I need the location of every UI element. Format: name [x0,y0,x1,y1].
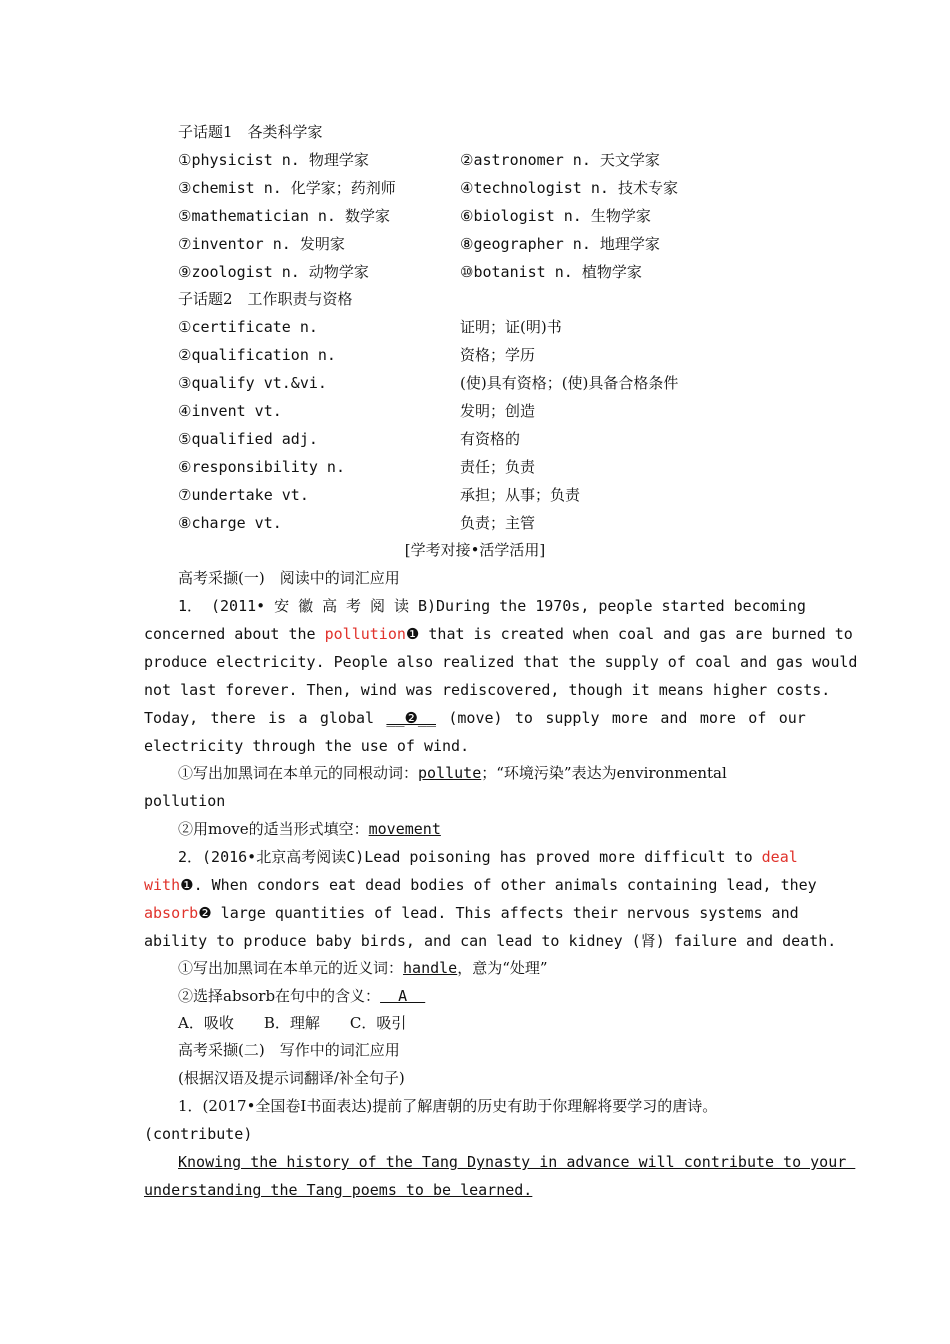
vocab-item: ⑧geographer n. 地理学家 [460,235,660,253]
question-1-line [144,624,853,644]
vocab-item: ⑥biologist n. 生物学家 [460,207,651,225]
sub-question [178,986,425,1006]
answer: handle [403,959,458,977]
text: ②用move的适当形式填空： [178,820,369,838]
highlight-word: with [144,876,181,894]
word: (move) [448,709,503,727]
vocab-word: ①certificate n. [178,318,318,336]
vocab-item: ③chemist n. 化学家；药剂师 [178,179,396,197]
word: the [499,597,527,615]
answer-options: A．吸收 B．理解 C．吸引 [178,1014,407,1032]
word: 读 [393,597,409,615]
question-2-line: ability to produce baby birds, and can lead to kidney (肾) failure and death. [144,932,837,950]
answer: pollute [418,764,482,782]
subtopic-1-title: 子话题1 各类科学家 [178,123,323,141]
word: more [699,709,736,727]
question-2-line [144,903,799,923]
word: 1970s, [535,597,590,615]
part-2-title: 高考采撷(二) 写作中的词汇应用 [178,1041,400,1059]
question-1-line: electricity through the use of wind. [144,737,470,755]
vocab-meaning: 有资格的 [460,430,521,448]
highlight-word: deal [761,848,798,866]
vocab-meaning: 承担；从事；负责 [460,486,581,504]
vocab-item: ⑤mathematician n. 数学家 [178,207,390,225]
question-1-line: produce electricity. People also realized that the supply of coal and gas would [144,653,858,671]
vocab-meaning: 责任；负责 [460,458,536,476]
text: ，意为“处理” [457,959,548,977]
vocab-item: ⑨zoologist n. 动物学家 [178,263,369,281]
translation-answer: understanding the Tang poems to be learned. [144,1181,533,1199]
question-2-line [178,847,798,867]
word: supply [545,709,600,727]
answer-blank: __❷__ [386,709,436,727]
question-1-line: not last forever. Then, wind was rediscovered, though it means higher costs. [144,681,831,699]
vocab-word: ⑦undertake vt. [178,486,309,504]
text: ；“环境污染”表达为environmental [481,764,727,782]
vocab-item: ⑦inventor n. 发明家 [178,235,345,253]
question-2-line [144,875,817,895]
question-3-line: 1．(2017•全国卷Ⅰ书面表达)提前了解唐朝的历史有助于你理解将要学习的唐诗。 [178,1097,718,1115]
text: ❷ large quantities of lead. This affects their nervous systems and [198,904,799,922]
word: a [298,709,308,727]
text: concerned about the [144,625,325,643]
vocab-item: ②astronomer n. 天文学家 [460,151,660,169]
vocab-word: ③qualify vt.&vi. [178,374,327,392]
vocab-meaning: 证明；证(明)书 [460,318,562,336]
word: started [661,597,725,615]
vocab-meaning: 负责；主管 [460,514,536,532]
vocab-meaning: 资格；学历 [460,346,536,364]
word: global [319,709,375,727]
answer: movement [368,820,441,838]
sub-question: pollution [144,792,226,810]
word: people [598,597,653,615]
answer: A [380,987,426,1005]
word: and [660,709,688,727]
word: of [748,709,767,727]
text: ❶ that is created when coal and gas are burned to [405,625,853,643]
vocab-word: ⑤qualified adj. [178,430,318,448]
word: is [268,709,287,727]
vocab-item: ①physicist n. 物理学家 [178,151,369,169]
vocab-meaning: (使)具有资格；(使)具备合格条件 [460,374,679,392]
vocab-meaning: 发明；创造 [460,402,536,420]
vocab-word: ⑧charge vt. [178,514,282,532]
text: ②选择absorb在句中的含义： [178,987,381,1005]
highlight-word: pollution [324,625,406,643]
part-2-note: (根据汉语及提示词翻译/补全句子) [178,1069,405,1087]
text: ❶. When condors eat dead bodies of other animals containing lead, they [180,876,817,894]
text: ①写出加黑词在本单元的近义词： [178,959,404,977]
text: 2．(2016•北京高考阅读C)Lead poisoning has proved more difficult to [178,848,762,866]
vocab-word: ⑥responsibility n. [178,458,345,476]
question-1-line [178,596,806,616]
word: 考 [346,597,362,615]
word: 徽 [298,597,314,615]
vocab-word: ④invent vt. [178,402,282,420]
sub-question [178,958,548,978]
word: to [514,709,533,727]
word: becoming [733,597,806,615]
highlight-word: absorb [144,904,199,922]
part-1-title: 高考采撷(一) 阅读中的词汇应用 [178,569,400,587]
word: there [210,709,256,727]
word: Today, [144,709,199,727]
word: our [778,709,806,727]
word: 阅 [370,597,386,615]
subtopic-2-title: 子话题2 工作职责与资格 [178,290,353,308]
vocab-item: ⑩botanist n. 植物学家 [460,263,642,281]
vocab-word: ②qualification n. [178,346,336,364]
translation-answer: Knowing the history of the Tang Dynasty in advance will contribute to your [178,1153,856,1171]
word: (2011• [210,597,266,615]
sub-question [178,819,441,839]
vocab-item: ④technologist n. 技术专家 [460,179,678,197]
question-1-line [144,708,806,728]
word: B)During [417,597,491,615]
word: more [611,709,648,727]
word: 1． [178,597,203,615]
question-3-line: (contribute) [144,1125,253,1143]
section-banner: [学考对接•活学活用] [404,541,546,559]
word: 高 [322,597,338,615]
sub-question [178,763,727,783]
word: 安 [274,597,290,615]
text: ①写出加黑词在本单元的同根动词： [178,764,419,782]
